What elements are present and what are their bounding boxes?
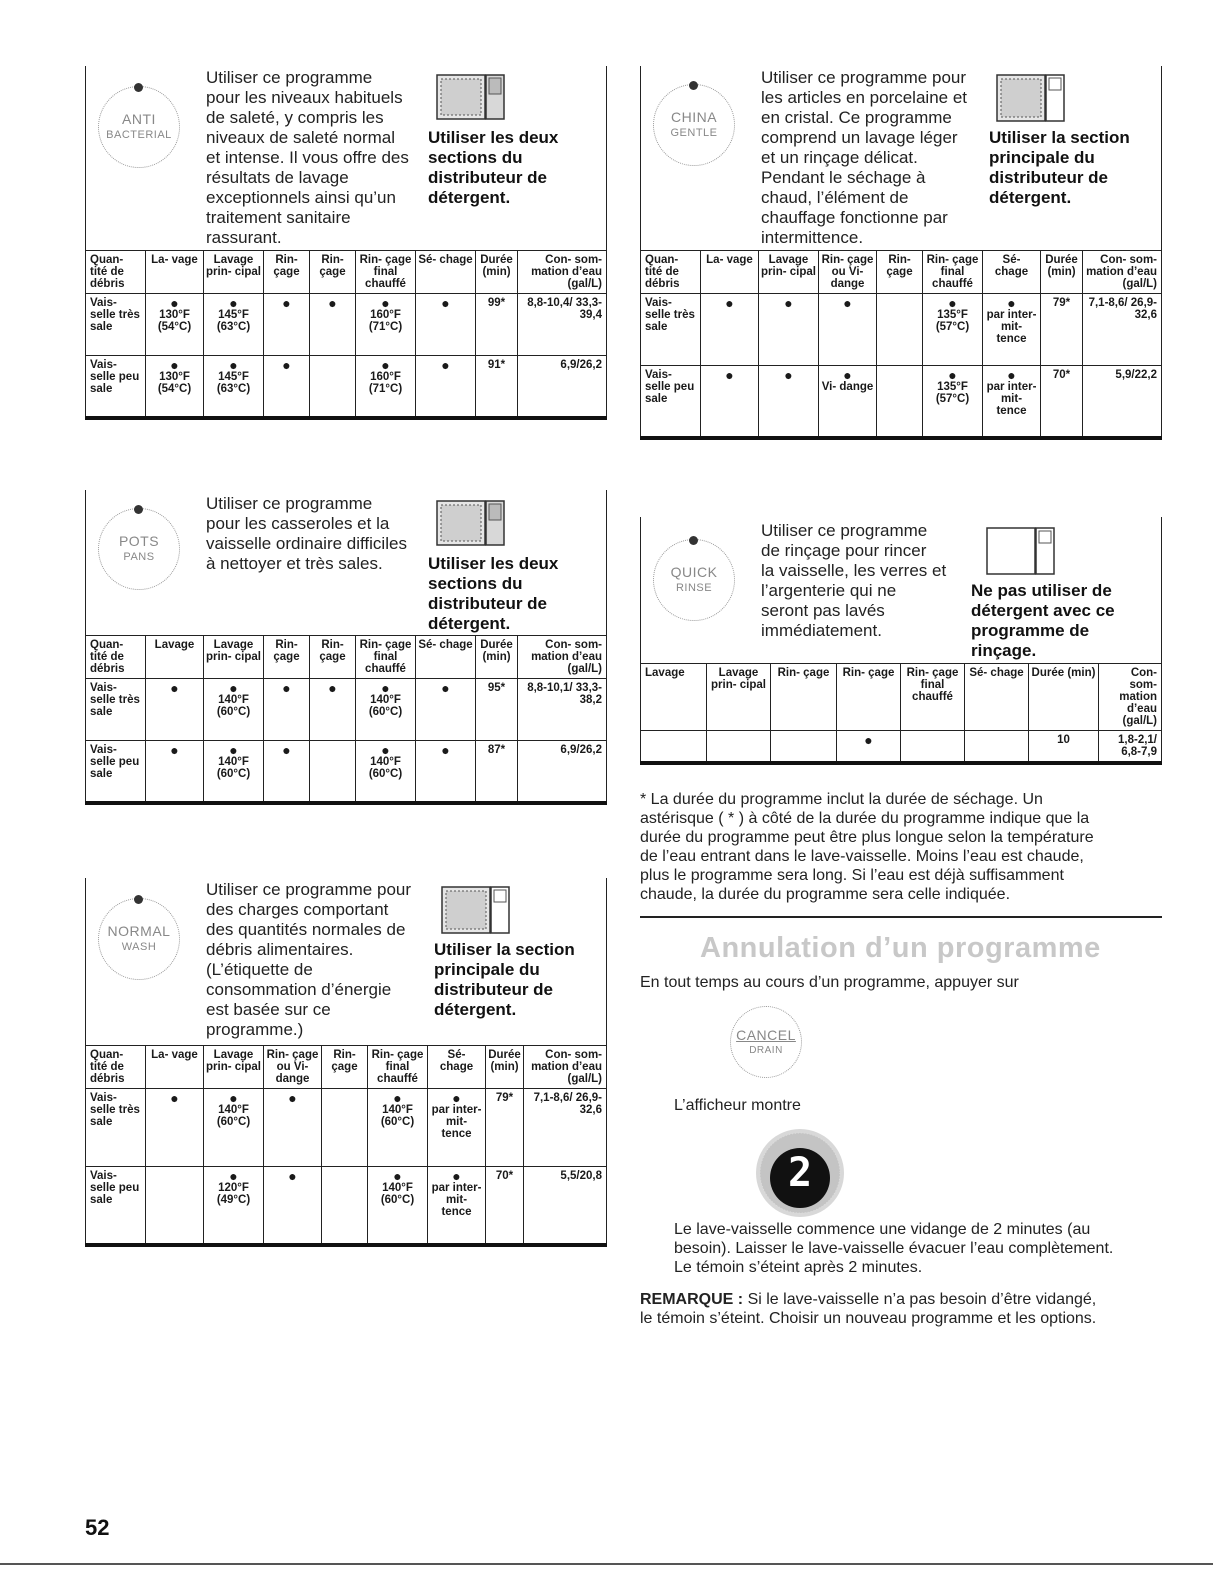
header-rincage-vidange: Rin- çage ou Vi- dange: [264, 1046, 322, 1089]
cycle-anti-bacterial: [85, 66, 607, 395]
header-quantite: Quan- tité de débris: [86, 251, 146, 294]
header-lavage-principal: Lavage prin- cipal: [707, 664, 771, 731]
divider: [640, 916, 1162, 918]
detergent-dispenser-both-icon: [436, 74, 506, 120]
cycle-quick-rinse: [640, 517, 1162, 758]
pots-pans-button[interactable]: POTS PANS: [98, 508, 180, 590]
header-duree: Durée (min): [476, 251, 518, 294]
remark-label: REMARQUE :: [640, 1291, 744, 1308]
table-row: ● 10 1,8-2,1/ 6,8-7,9: [641, 731, 1162, 764]
cycle-normal-wash: [85, 878, 607, 1218]
header-sechage: Sé- chage: [965, 664, 1029, 731]
header-quantite: Quan- tité de débris: [86, 636, 146, 679]
cycle-description: Utiliser ce programme pour des charges comportant des quantités normales de débris alimentaires. (L’étiquette de consommation d’énergie est basée sur ce programme.): [206, 880, 412, 1039]
cycle-description: Utiliser ce programme pour les casseroles et la vaisselle ordinaire difficiles à nettoyer et très sales.: [206, 494, 407, 573]
indicator-light-icon: [134, 895, 143, 904]
cancel-intro: En tout temps au cours d’un programme, appuyer sur: [640, 974, 1019, 991]
header-rincage: Rin- çage: [771, 664, 837, 731]
cycle-description: Utiliser ce programme de rinçage pour rincer la vaisselle, les verres et l’argenterie qui ne seront pas lavés immédiatement.: [761, 521, 947, 640]
table-row: Vais- selle très sale ● ● 140°F (60°C) ● ● 140°F (60°C) ● par inter- mit- tence 79* 7,1-8,6/ 26,9-32,6: [86, 1089, 607, 1167]
header-rincage: Rin- çage: [264, 251, 310, 294]
header-quantite: Quan- tité de débris: [86, 1046, 146, 1089]
header-lavage-principal: Lavage prin- cipal: [204, 1046, 264, 1089]
page-number: 52: [85, 1515, 110, 1540]
header-rincage: Rin- çage: [310, 636, 356, 679]
header-duree: Durée (min): [476, 636, 518, 679]
header-duree: Durée (min): [486, 1046, 524, 1089]
table-row: Vais- selle peu sale ● ● 140°F (60°C) ● ● 140°F (60°C) ● 87* 6,9/26,2: [86, 741, 607, 803]
header-consommation: Con- som- mation d’eau (gal/L): [518, 636, 607, 679]
cycle-table: [85, 1045, 607, 1247]
detergent-dispenser-main-icon: [441, 886, 511, 936]
header-lavage: La- vage: [146, 251, 204, 294]
china-gentle-button[interactable]: CHINA GENTLE: [653, 84, 735, 166]
header-duree: Durée (min): [1029, 664, 1099, 731]
header-rincage: Rin- çage: [877, 251, 923, 294]
header-rincage: Rin- çage: [264, 636, 310, 679]
header-rincage-final: Rin- çage final chauffé: [368, 1046, 428, 1089]
header-consommation: Con- som- mation d’eau (gal/L): [1099, 664, 1162, 731]
normal-wash-button[interactable]: NORMAL WASH: [98, 898, 180, 980]
dispenser-instruction: Utiliser les deux sections du distributeur de détergent.: [428, 128, 559, 207]
detergent-dispenser-empty-icon: [986, 527, 1056, 577]
display-label: L’afficheur montre: [674, 1097, 801, 1114]
header-rincage: Rin- çage: [837, 664, 901, 731]
dispenser-instruction: Utiliser les deux sections du distributeur de détergent.: [428, 554, 559, 633]
table-row: Vais- selle peu sale ● 120°F (49°C) ● ● 140°F (60°C) ● par inter- mit- tence 70* 5,5/20,8: [86, 1167, 607, 1245]
header-consommation: Con- som- mation d’eau (gal/L): [1083, 251, 1162, 294]
header-lavage-principal: Lavage prin- cipal: [204, 636, 264, 679]
header-lavage: La- vage: [701, 251, 759, 294]
header-consommation: Con- som- mation d’eau (gal/L): [518, 251, 607, 294]
header-rincage-final: Rin- çage final chauffé: [356, 251, 416, 294]
detergent-dispenser-both-icon: [436, 500, 506, 546]
header-rincage-final: Rin- çage final chauffé: [356, 636, 416, 679]
header-rincage-final: Rin- çage final chauffé: [923, 251, 983, 294]
header-lavage-principal: Lavage prin- cipal: [204, 251, 264, 294]
detergent-dispenser-main-icon: [996, 74, 1066, 124]
cycle-table: [85, 635, 607, 805]
header-rincage-final: Rin- çage final chauffé: [901, 664, 965, 731]
header-sechage: Sé- chage: [428, 1046, 486, 1089]
table-row: Vais- selle très sale ● 130°F (54°C) ● 145°F (63°C) ● ● ● 160°F (71°C) ● 99* 8,8-10,4/ 33,3-39,4: [86, 294, 607, 356]
header-rincage: Rin- çage: [322, 1046, 368, 1089]
page-bottom-rule: [0, 1563, 1213, 1565]
cycle-header: [640, 517, 1162, 663]
display-value: 2: [787, 1150, 813, 1196]
anti-bacterial-button[interactable]: ANTI BACTERIAL: [98, 86, 180, 168]
cancel-paragraph: Le lave-vaisselle commence une vidange de 2 minutes (au besoin). Laisser le lave-vaisselle évacuer l’eau complètement. Le témoin s’éteint après 2 minutes.: [674, 1221, 1114, 1276]
table-row: Vais- selle très sale ● ● 140°F (60°C) ● ● ● 140°F (60°C) ● 95* 8,8-10,1/ 33,3-38,2: [86, 679, 607, 741]
cycle-table: [640, 663, 1162, 765]
section-heading: Annulation d’un programme: [700, 932, 1101, 964]
cycle-description: Utiliser ce programme pour les articles en porcelaine et en cristal. Ce programme comprend un lavage léger et un rinçage délicat. Pendant le séchage à chaud, l’élément de chauffage fonctionne par intermittence.: [761, 68, 968, 247]
cycle-description: Utiliser ce programme pour les niveaux habituels de saleté, y compris les niveaux de saleté normal et intense. Il vous offre des résultats de lavage exceptionnels ainsi qu’un traitement sanitaire rassurant.: [206, 68, 409, 247]
table-row: Vais- selle très sale ● ● ● ● 135°F (57°C) ● par inter- mit- tence 79* 7,1-8,6/ 26,9-32,6: [641, 294, 1162, 366]
dispenser-instruction: Utiliser la section principale du distributeur de détergent.: [434, 940, 575, 1019]
cycle-header: [85, 66, 607, 250]
cancel-drain-button[interactable]: CANCEL DRAIN: [730, 1006, 802, 1078]
header-rincage: Rin- çage: [310, 251, 356, 294]
header-duree: Durée (min): [1041, 251, 1083, 294]
header-lavage: Lavage: [146, 636, 204, 679]
header-quantite: Quan- tité de débris: [641, 251, 701, 294]
quick-rinse-button[interactable]: QUICK RINSE: [653, 539, 735, 621]
header-sechage: Sé- chage: [416, 636, 476, 679]
cycle-table: [640, 250, 1162, 440]
table-row: Vais- selle peu sale ● ● ● Vi- dange ● 135°F (57°C) ● par inter- mit- tence 70* 5,9/22,2: [641, 366, 1162, 438]
indicator-light-icon: [689, 81, 698, 90]
header-lavage: La- vage: [146, 1046, 204, 1089]
header-lavage: Lavage: [641, 664, 707, 731]
header-consommation: Con- som- mation d’eau (gal/L): [524, 1046, 607, 1089]
table-row: Vais- selle peu sale ● 130°F (54°C) ● 145°F (63°C) ● ● 160°F (71°C) ● 91* 6,9/26,2: [86, 356, 607, 418]
header-lavage-principal: Lavage prin- cipal: [759, 251, 819, 294]
footnote: * La durée du programme inclut la durée de séchage. Un astérisque ( * ) à côté de la durée du programme indique que la durée du programme peut être plus longue selon la température de l’eau entrant dans le lave-vaisselle. Moins l’eau est chaude, plus le programme sera long. Si l’eau est déjà suffisamment chaude, la durée du programme sera celle indiquée.: [640, 791, 1094, 903]
cycle-header: [85, 490, 607, 635]
indicator-light-icon: [134, 83, 143, 92]
dispenser-instruction: Utiliser la section principale du distributeur de détergent.: [989, 128, 1130, 207]
cycle-table: [85, 250, 607, 420]
dispenser-instruction: Ne pas utiliser de détergent avec ce programme de rinçage.: [971, 581, 1115, 660]
remark: REMARQUE : Si le lave-vaisselle n’a pas besoin d’être vidangé, le témoin s’éteint. Choisir un nouveau programme et les options.: [640, 1291, 1097, 1327]
indicator-light-icon: [689, 536, 698, 545]
cycle-pots-pans: [85, 490, 607, 780]
cycle-header: [640, 66, 1162, 250]
header-sechage: Sé- chage: [983, 251, 1041, 294]
header-rincage-vidange: Rin- çage ou Vi- dange: [819, 251, 877, 294]
cycle-china-gentle: [640, 66, 1162, 417]
cycle-header: [85, 878, 607, 1045]
indicator-light-icon: [134, 505, 143, 514]
header-sechage: Sé- chage: [416, 251, 476, 294]
